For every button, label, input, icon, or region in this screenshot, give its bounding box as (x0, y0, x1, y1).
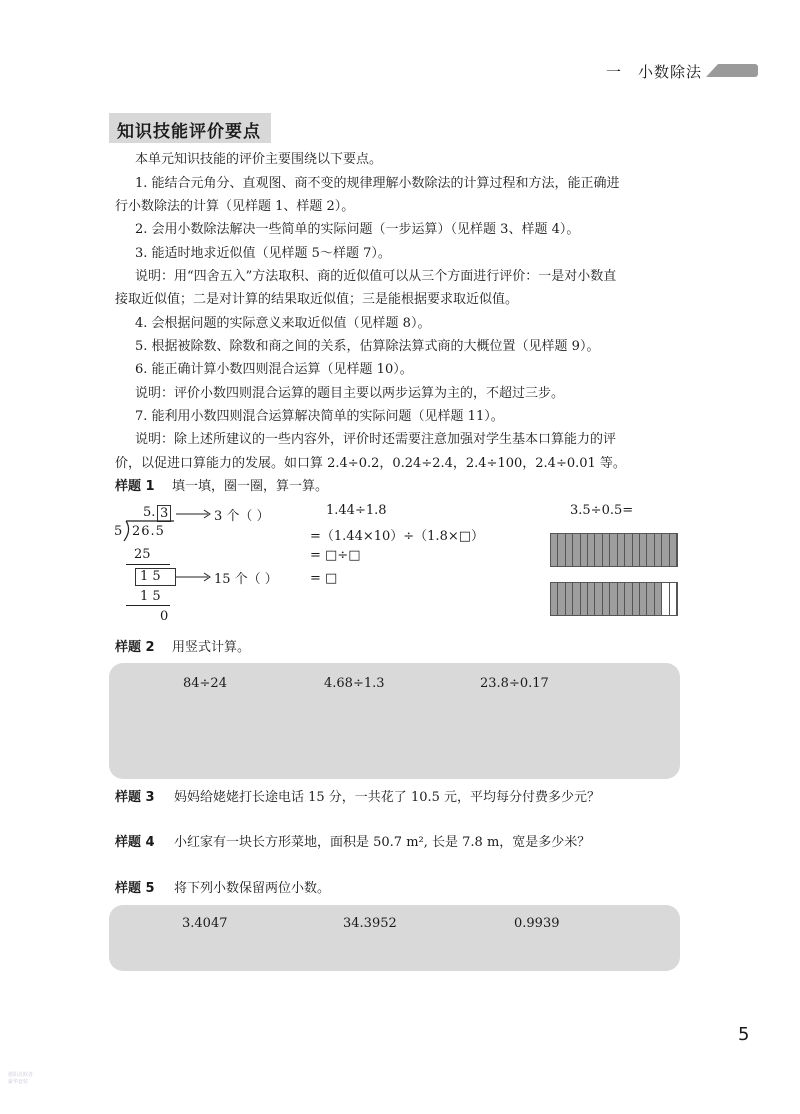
bar-cell-shaded (633, 583, 640, 615)
note-3-line-2: 价，以促进口算能力的发展。如口算 2.4÷0.2，0.24÷2.4，2.4÷100，2.4÷0.01 等。 (115, 456, 626, 471)
bar-cell-shaded (581, 534, 588, 566)
arrow-icon (176, 572, 212, 582)
bar-cell-empty (670, 583, 677, 615)
bar-cell-shaded (655, 583, 662, 615)
q4-text: 小红家有一块长方形菜地，面积是 50.7 m², 长是 7.8 m，宽是多少米？ (174, 835, 591, 850)
q4-label: 样题 4 (115, 835, 155, 850)
note-three-units: 3 个（ ） (214, 509, 270, 524)
q2-item-3: 23.8÷0.17 (480, 676, 549, 691)
bar-cell-shaded (558, 583, 565, 615)
shaded-bar-1 (550, 533, 678, 567)
bar-cell-shaded (551, 534, 558, 566)
bar-cell-shaded (610, 534, 617, 566)
division-rule-2 (126, 605, 170, 606)
bar-cell-shaded (566, 534, 573, 566)
bar-cell-empty (662, 583, 669, 615)
watermark-line-1: 德阳北欧者 (8, 1072, 34, 1078)
q2-label: 样题 2 (115, 640, 155, 655)
q2-item-2: 4.68÷1.3 (324, 676, 385, 691)
q5-answer-panel (109, 905, 680, 971)
bar-cell-shaded (618, 534, 625, 566)
point-6: 6. 能正确计算小数四则混合运算（见样题 10）。 (135, 362, 413, 377)
bar-cell-shaded (640, 583, 647, 615)
point-2: 2. 会用小数除法解决一些简单的实际问题（一步运算）（见样题 3、样题 4）。 (135, 222, 580, 237)
quotient-boxed-digit: 3 (157, 505, 171, 522)
note-2: 说明：评价小数四则混合运算的题目主要以两步运算为主的，不超过三步。 (135, 386, 565, 401)
bar-cell-shaded (625, 534, 632, 566)
bar-cell-shaded (566, 583, 573, 615)
dividend: 26.5 (132, 524, 165, 539)
q2-item-1: 84÷24 (183, 676, 227, 691)
bar-equation: 3.5÷0.5= (570, 503, 634, 518)
subtrahend-1: 25 (134, 547, 151, 562)
q5-text: 将下列小数保留两位小数。 (174, 881, 331, 896)
bar-cell-shaded (647, 534, 654, 566)
bar-cell-shaded (558, 534, 565, 566)
q5-item-2: 34.3952 (343, 916, 397, 931)
arrow-icon (176, 509, 212, 519)
chapter-title: 一 小数除法 (606, 63, 703, 81)
bar-cell-shaded (588, 534, 595, 566)
intro-text: 本单元知识技能的评价主要围绕以下要点。 (135, 152, 383, 167)
bar-cell-shaded (670, 534, 677, 566)
point-3: 3. 能适时地求近似值（见样题 5～样题 7）。 (135, 246, 391, 261)
note-1-line-2: 接取近似值；二是对计算的结果取近似值；三是能根据要求取近似值。 (115, 292, 519, 307)
section-title: 知识技能评价要点 (117, 122, 261, 142)
bar-cell-shaded (581, 583, 588, 615)
point-5: 5. 根据被除数、除数和商之间的关系，估算除法算式商的大概位置（见样题 9）。 (135, 339, 600, 354)
q1-text: 填一填，圈一圈，算一算。 (172, 479, 329, 494)
divisor: 5 (114, 524, 123, 539)
bar-cell-shaded (647, 583, 654, 615)
bar-cell-shaded (610, 583, 617, 615)
point-1-line-1: 1. 能结合元角分、直观图、商不变的规律理解小数除法的计算过程和方法，能正确进 (135, 176, 620, 191)
q5-label: 样题 5 (115, 881, 155, 896)
q3-label: 样题 3 (115, 790, 155, 805)
bar-cell-shaded (573, 583, 580, 615)
bar-cell-shaded (625, 583, 632, 615)
bar-cell-shaded (633, 534, 640, 566)
point-1-line-2: 行小数除法的计算（见样题 1、样题 2）。 (115, 199, 355, 214)
bar-cell-shaded (573, 534, 580, 566)
bar-cell-shaded (595, 534, 602, 566)
bar-cell-shaded (603, 534, 610, 566)
final-remainder: 0 (160, 609, 169, 624)
eq-line-2: =（1.44×10）÷（1.8×□） (310, 529, 485, 544)
header-decoration-bar (706, 64, 758, 77)
page-number: 5 (738, 1024, 750, 1045)
eq-line-3: = □÷□ (310, 548, 361, 563)
q3-text: 妈妈给姥姥打长途电话 15 分，一共花了 10.5 元，平均每分付费多少元？ (174, 790, 601, 805)
q5-item-3: 0.9939 (514, 916, 560, 931)
bar-cell-shaded (618, 583, 625, 615)
bar-cell-shaded (588, 583, 595, 615)
bar-cell-shaded (603, 583, 610, 615)
eq-line-4: = □ (310, 571, 338, 586)
remainder-boxed: 1 5 (135, 568, 176, 586)
watermark-line-2: 豪华套装 (8, 1079, 29, 1085)
bar-cell-shaded (595, 583, 602, 615)
bar-cell-shaded (640, 534, 647, 566)
subtrahend-2: 1 5 (140, 589, 161, 604)
shaded-bar-2 (550, 582, 678, 616)
note-1-line-1: 说明：用“四舍五入”方法取积、商的近似值可以从三个方面进行评价：一是对小数直 (135, 269, 617, 284)
bar-cell-shaded (551, 583, 558, 615)
bar-cell-shaded (662, 534, 669, 566)
q2-text: 用竖式计算。 (172, 640, 251, 655)
q5-item-1: 3.4047 (182, 916, 228, 931)
bar-cell-shaded (655, 534, 662, 566)
eq-line-1: 1.44÷1.8 (326, 503, 387, 518)
quotient-part-1: 5. (143, 505, 156, 520)
note-3-line-1: 说明：除上述所建议的一些内容外，评价时还需要注意加强对学生基本口算能力的评 (135, 432, 617, 447)
watermark (8, 1072, 33, 1086)
note-fifteen-units: 15 个（ ） (214, 572, 278, 587)
division-rule-1 (126, 564, 170, 565)
q1-label: 样题 1 (115, 479, 155, 494)
point-7: 7. 能利用小数四则混合运算解决简单的实际问题（见样题 11）。 (135, 409, 504, 424)
point-4: 4. 会根据问题的实际意义来取近似值（见样题 8）。 (135, 316, 431, 331)
